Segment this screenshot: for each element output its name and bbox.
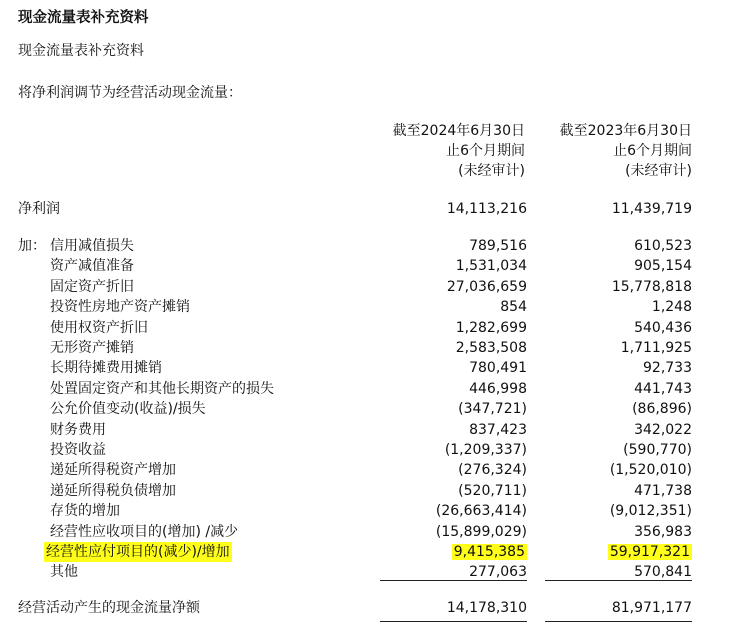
- item-value-2023: [532, 420, 692, 440]
- item-value-text: 837,423: [469, 422, 527, 438]
- item-value-2024: [367, 501, 527, 521]
- total-rule-2023: [545, 621, 692, 622]
- item-value-2023: [532, 256, 692, 276]
- item-value-text: 15,778,818: [611, 279, 692, 295]
- item-value-2023: [532, 542, 692, 562]
- item-value-text: (26,663,414): [435, 503, 527, 519]
- item-label: 无形资产摊销: [50, 340, 134, 356]
- item-value-2024: [367, 236, 527, 256]
- net-profit-2024: 14,113,216: [446, 201, 527, 217]
- item-value-text: 342,022: [634, 422, 692, 438]
- column-header-line: (未经审计): [458, 163, 525, 179]
- item-value-text: 1,282,699: [455, 320, 527, 336]
- item-value-2024: [367, 277, 527, 297]
- item-label: 固定资产折旧: [50, 279, 134, 295]
- item-value-text: 1,711,925: [620, 340, 692, 356]
- item-value-text: 441,743: [634, 381, 692, 397]
- item-value-2023: [532, 338, 692, 358]
- subtotal-rule-2023: [545, 580, 692, 581]
- total-rule-2024: [380, 621, 527, 622]
- item-label: 资产减值准备: [50, 258, 134, 274]
- item-value-text: 570,841: [634, 564, 692, 580]
- item-label: 处置固定资产和其他长期资产的损失: [50, 381, 274, 397]
- item-value-text: (9,012,351): [609, 503, 692, 519]
- item-value-text: 905,154: [634, 258, 692, 274]
- item-value-2023: [532, 562, 692, 582]
- item-value-text: (590,770): [623, 442, 692, 458]
- item-value-2024: [367, 256, 527, 276]
- item-value-text: (520,711): [458, 483, 527, 499]
- item-value-text: (1,520,010): [609, 462, 692, 478]
- item-label: 递延所得税资产增加: [50, 462, 176, 478]
- item-value-2024: [367, 522, 527, 542]
- item-label: 经营性应付项目的(减少)/增加: [46, 544, 230, 560]
- intro-text: 将净利润调节为经营活动现金流量：: [18, 85, 242, 101]
- item-value-2024: [367, 399, 527, 419]
- item-value-text: 27,036,659: [446, 279, 527, 295]
- item-value-text: (1,209,337): [444, 442, 527, 458]
- item-value-text: 471,738: [634, 483, 692, 499]
- column-header-line: (未经审计): [625, 163, 692, 179]
- item-value-text: 356,983: [634, 524, 692, 540]
- item-value-2024: [367, 420, 527, 440]
- item-value-text: (86,896): [632, 401, 692, 417]
- item-value-text: 1,248: [651, 299, 692, 315]
- item-value-2024: [367, 379, 527, 399]
- subtitle: 现金流量表补充资料: [18, 43, 144, 59]
- column-header-line: 止6个月期间: [613, 143, 692, 159]
- item-value-2024: [367, 562, 527, 582]
- item-value-2023: [532, 297, 692, 317]
- item-value-2024: [367, 481, 527, 501]
- item-value-2024: [367, 297, 527, 317]
- item-value-text: 277,063: [469, 564, 527, 580]
- item-value-2023: [532, 440, 692, 460]
- item-value-2023: [532, 236, 692, 256]
- item-value-2024: [367, 338, 527, 358]
- item-label: 长期待摊费用摊销: [50, 360, 162, 376]
- add-prefix: 加：: [18, 238, 46, 254]
- net-profit-label: 净利润: [18, 201, 60, 217]
- item-value-2023: [532, 358, 692, 378]
- item-value-text: 540,436: [634, 320, 692, 336]
- item-value-2024: [367, 440, 527, 460]
- item-label: 信用减值损失: [50, 238, 134, 254]
- net-profit-2023: 11,439,719: [611, 201, 692, 217]
- item-label: 其他: [50, 564, 78, 580]
- item-value-text: 789,516: [469, 238, 527, 254]
- item-value-2023: [532, 481, 692, 501]
- column-header-line: 截至2023年6月30日: [559, 123, 692, 139]
- item-value-text: 92,733: [643, 360, 692, 376]
- item-label: 使用权资产折旧: [50, 320, 148, 336]
- total-2024: 14,178,310: [446, 600, 527, 616]
- item-value-text: 2,583,508: [455, 340, 527, 356]
- item-label: 递延所得税负债增加: [50, 483, 176, 499]
- item-value-text: 610,523: [634, 238, 692, 254]
- item-value-2024: [367, 358, 527, 378]
- column-header-2023: [492, 121, 692, 181]
- item-value-text: 9,415,385: [453, 544, 525, 560]
- item-value-2024: [367, 460, 527, 480]
- item-label: 投资性房地产资产摊销: [50, 299, 190, 315]
- item-value-2023: [532, 277, 692, 297]
- item-value-text: (15,899,029): [435, 524, 527, 540]
- total-2023: 81,971,177: [611, 600, 692, 616]
- item-label: 存货的增加: [50, 503, 120, 519]
- item-value-2024: [367, 318, 527, 338]
- item-value-text: (276,324): [458, 462, 527, 478]
- item-label: 公允价值变动(收益)/损失: [50, 401, 206, 417]
- column-header-line: 止6个月期间: [446, 143, 525, 159]
- item-label: 投资收益: [50, 442, 106, 458]
- column-header-line: 截至2024年6月30日: [392, 123, 525, 139]
- item-value-2024: [367, 542, 527, 562]
- item-value-2023: [532, 460, 692, 480]
- item-value-text: 59,917,321: [609, 544, 690, 560]
- item-value-text: 1,531,034: [455, 258, 527, 274]
- item-value-2023: [532, 379, 692, 399]
- item-value-2023: [532, 318, 692, 338]
- item-value-2023: [532, 522, 692, 542]
- item-value-text: 780,491: [469, 360, 527, 376]
- section-title: 现金流量表补充资料: [18, 10, 149, 26]
- item-value-2023: [532, 501, 692, 521]
- item-value-text: (347,721): [458, 401, 527, 417]
- item-value-text: 854: [500, 299, 527, 315]
- total-label: 经营活动产生的现金流量净额: [18, 600, 200, 616]
- subtotal-rule-2024: [380, 580, 527, 581]
- item-value-2023: [532, 399, 692, 419]
- item-label: 财务费用: [50, 422, 106, 438]
- item-label: 经营性应收项目的(增加) /减少: [50, 524, 239, 540]
- item-value-text: 446,998: [469, 381, 527, 397]
